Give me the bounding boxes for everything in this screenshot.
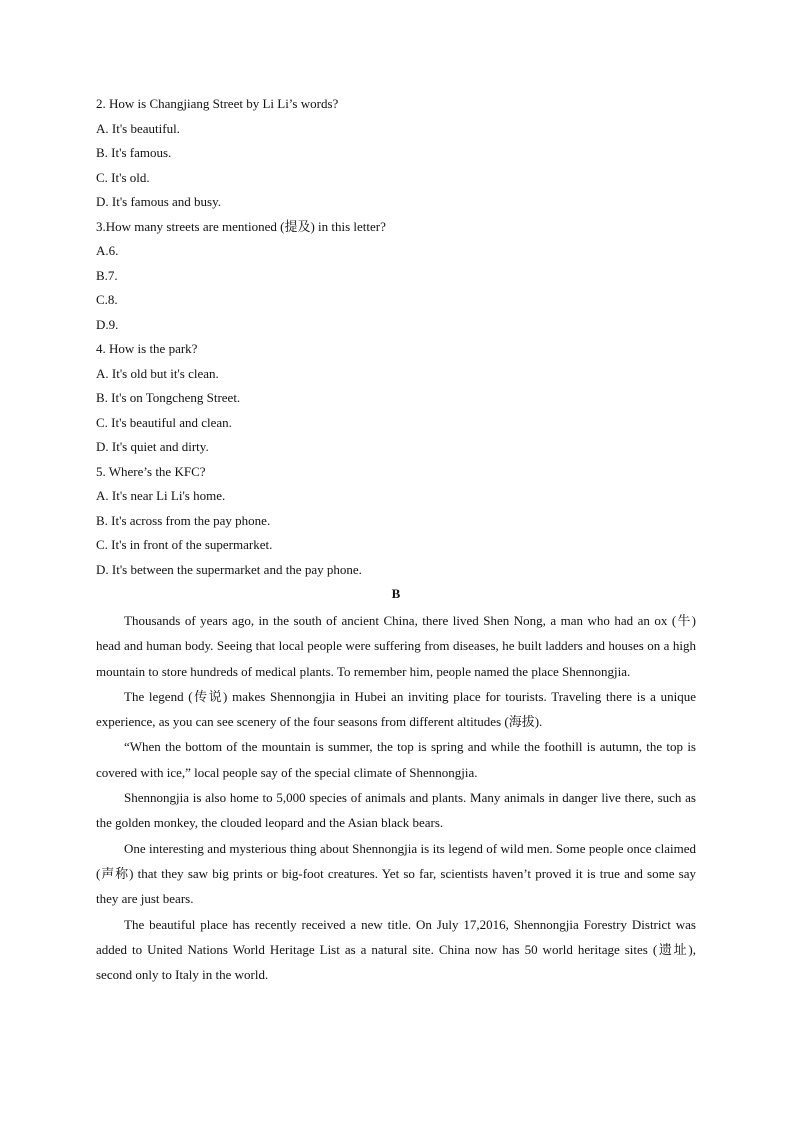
question-stem: 5. Where’s the KFC? (96, 463, 206, 479)
question-3 (96, 217, 696, 340)
passage-paragraph-6: The beautiful place has recently received a new title. On July 17,2016, Shennongjia Forestry District was added to United Nations World Heritage List as a natural site. China now has 50 world heritage sites (遗址), second only to Italy in the world. (96, 916, 696, 983)
passage-paragraph-1: Thousands of years ago, in the south of ancient China, there lived Shen Nong, a man who had an ox (牛) head and human body. Seeing that local people were suffering from diseases, he built ladders and houses on a high mountain to store hundreds of medical plants. To remember him, people named the place Shennongjia. (96, 613, 696, 679)
passage-paragraph-4: Shennongjia is also home to 5,000 species of animals and plants. Many animals in danger live there, such as the golden monkey, the clouded leopard and the Asian black bears. (96, 790, 696, 831)
document-page (96, 94, 696, 987)
passage-paragraph-5: One interesting and mysterious thing about Shennongjia is its legend of wild men. Some people once claimed (声称) that they saw big prints or big-foot creatures. Yet so far, scientists haven’t proved it is true and some say they are just bears. (96, 840, 697, 907)
option-c: C.8. (96, 292, 118, 307)
section-b-passage (96, 608, 696, 987)
question-stem: 2. How is Changjiang Street by Li Li’s words? (96, 96, 339, 111)
question-4 (96, 339, 696, 462)
option-a: A. It's old but it's clean. (96, 365, 219, 381)
option-c: C. It's in front of the supermarket. (96, 537, 273, 552)
option-b: B. It's famous. (96, 145, 172, 160)
option-d: D. It's between the supermarket and the pay phone. (96, 561, 362, 577)
option-b: B. It's on Tongcheng Street. (96, 390, 241, 405)
option-b: B.7. (96, 267, 118, 283)
option-a: A. It's beautiful. (96, 120, 180, 136)
question-2 (96, 94, 696, 217)
option-c: C. It's beautiful and clean. (96, 414, 232, 430)
question-5 (96, 462, 696, 585)
passage-paragraph-3: “When the bottom of the mountain is summer, the top is spring and while the foothill is autumn, the top is covered with ice,” local people say of the special climate of Shennongjia. (96, 739, 696, 780)
passage-paragraph-2: The legend (传说) makes Shennongjia in Hubei an inviting place for tourists. Traveling there is a unique experience, as you can see scenery of the four seasons from different altitudes (海拔). (96, 688, 696, 730)
section-b-title: B (391, 586, 401, 601)
option-a: A.6. (96, 243, 119, 258)
option-d: D. It's famous and busy. (96, 194, 221, 209)
option-d: D.9. (96, 316, 119, 332)
question-stem: 4. How is the park? (96, 341, 198, 356)
option-a: A. It's near Li Li's home. (96, 488, 226, 503)
option-d: D. It's quiet and dirty. (96, 439, 209, 454)
option-c: C. It's old. (96, 169, 150, 185)
question-stem: 3.How many streets are mentioned (提及) in this letter? (96, 218, 386, 234)
option-b: B. It's across from the pay phone. (96, 512, 271, 528)
